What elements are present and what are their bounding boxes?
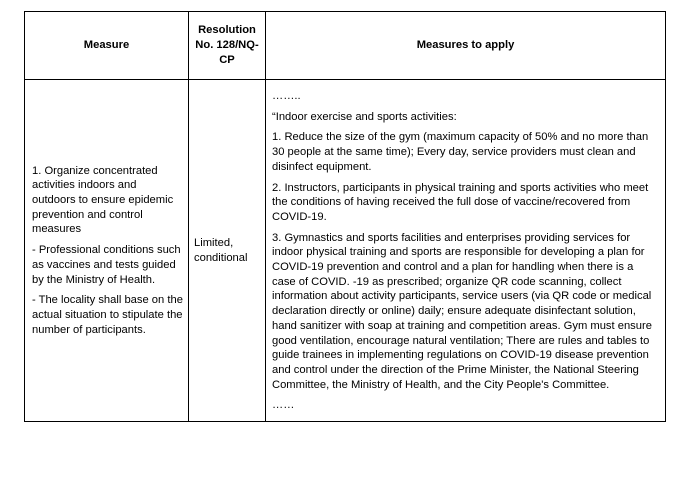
apply-paragraph: “Indoor exercise and sports activities: [272, 110, 457, 123]
apply-paragraph: …….. [272, 90, 301, 102]
measure-cell [25, 80, 189, 422]
apply-paragraph: 1. Reduce the size of the gym (maximum capacity of 50% and no more than 30 people at the same time); Every day, service providers must clean and disinfect equipment. [272, 131, 649, 173]
measures-to-apply-cell [266, 80, 666, 422]
header-measure: Measure [25, 12, 189, 80]
resolution-cell: Limited, conditional [189, 80, 266, 422]
measure-item: - Professional conditions such as vaccines and tests guided by the Ministry of Health. [32, 244, 181, 286]
measure-item: 1. Organize concentrated activities indoors and outdoors to ensure epidemic prevention and control measures [32, 164, 174, 236]
header-resolution: Resolution No. 128/NQ-CP [189, 12, 266, 80]
header-row [25, 12, 666, 80]
apply-paragraph: 2. Instructors, participants in physical training and sports activities who meet the conditions of having received the full dose of vaccine/recovered from COVID-19. [272, 181, 649, 223]
apply-paragraph: 3. Gymnastics and sports facilities and enterprises providing services for indoor physical training and sports are responsible for developing a plan for COVID-19 prevention and control and a plan for handling when there is a case of COVID. -19 as prescribed; organize QR code scanning, collect information about activity participants, service users (via QR code or medical declaration directly or online) daily; ensure adequate disinfectant solution, hand sanitizer with soap at training and competition areas. Gym must ensure good ventilation, encourage natural ventilation; There are rules and tables to guide trainees in implementing regulations on COVID-19 disease prevention and control under the direction of the Prime Minister, the National Steering Committee, the Ministry of Health, and the City People's Committee. [272, 231, 652, 391]
table-row [25, 80, 666, 422]
measures-table [24, 11, 666, 422]
header-measures-to-apply: Measures to apply [266, 12, 666, 80]
apply-paragraph: …… [272, 399, 295, 412]
measure-item: - The locality shall base on the actual situation to stipulate the number of participants. [32, 294, 183, 336]
